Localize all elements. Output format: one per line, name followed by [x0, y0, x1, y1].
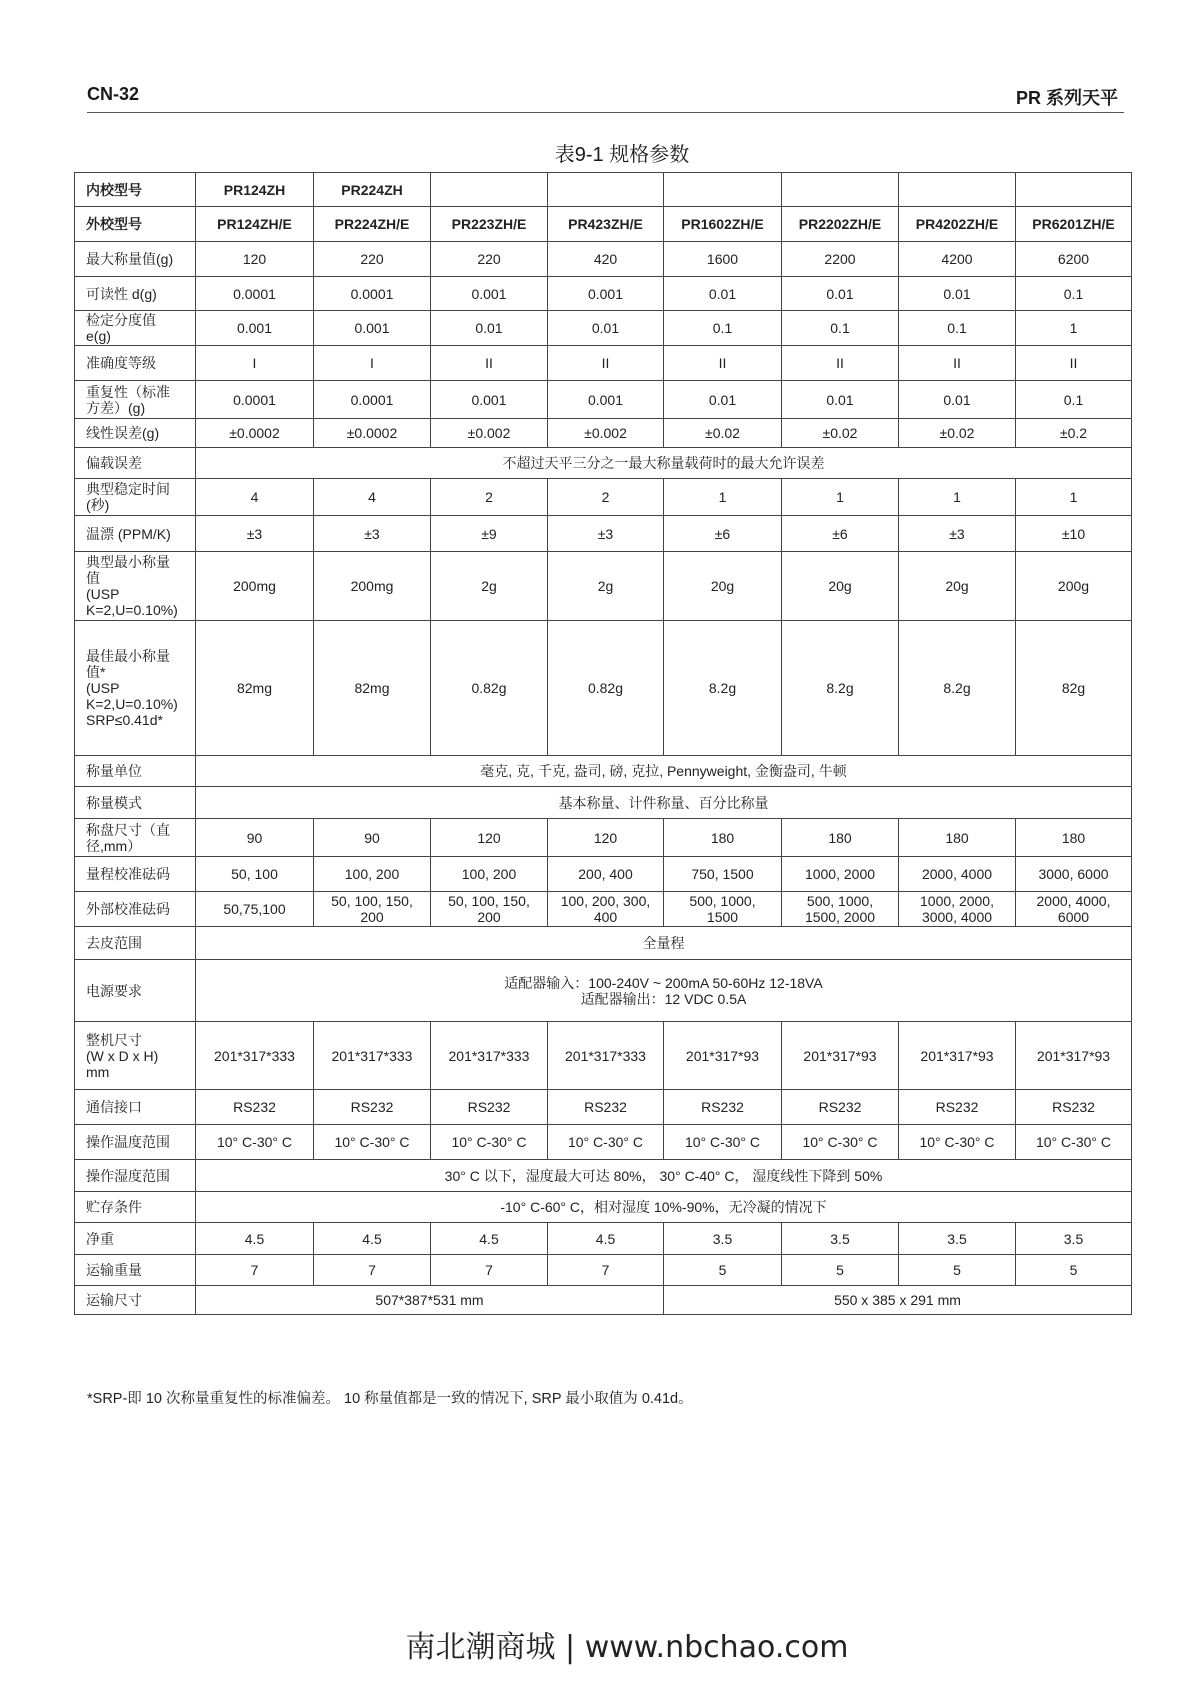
spec-cell: PR124ZH/E: [196, 207, 314, 242]
spec-row: [75, 242, 1132, 277]
spec-cell: [431, 173, 548, 207]
spec-cell: II: [548, 346, 664, 381]
spec-cell: 10° C-30° C: [196, 1125, 314, 1160]
spec-cell: 220: [314, 242, 431, 277]
spec-row: [75, 1192, 1132, 1223]
spec-cell: 10° C-30° C: [431, 1125, 548, 1160]
spec-cell: 1000, 2000, 3000, 4000: [899, 892, 1016, 927]
spec-cell: 50,75,100: [196, 892, 314, 927]
row-label: 操作湿度范围: [75, 1160, 196, 1192]
spec-cell: 500, 1000, 1500: [664, 892, 782, 927]
row-label: 重复性（标准 方差）(g): [75, 381, 196, 419]
spec-merged-cell: 基本称量、计件称量、百分比称量: [196, 787, 1132, 819]
spec-merged-cell: 全量程: [196, 927, 1132, 960]
spec-cell: PR2202ZH/E: [782, 207, 899, 242]
spec-cell: 0.82g: [548, 621, 664, 756]
spec-cell: 0.01: [664, 277, 782, 311]
row-label: 检定分度值 e(g): [75, 311, 196, 346]
spec-cell: 10° C-30° C: [899, 1125, 1016, 1160]
spec-cell: RS232: [431, 1090, 548, 1125]
spec-cell: 0.0001: [196, 277, 314, 311]
spec-cell: 5: [1016, 1255, 1132, 1286]
spec-cell: 2: [431, 479, 548, 516]
spec-cell: ±0.02: [664, 419, 782, 448]
spec-cell: 50, 100: [196, 857, 314, 892]
spec-cell: 500, 1000, 1500, 2000: [782, 892, 899, 927]
spec-cell: 201*317*93: [782, 1022, 899, 1090]
spec-row: [75, 892, 1132, 927]
spec-cell: 201*317*93: [1016, 1022, 1132, 1090]
spec-row: [75, 621, 1132, 756]
row-label: 通信接口: [75, 1090, 196, 1125]
spec-cell: RS232: [782, 1090, 899, 1125]
spec-merged-cell: -10° C-60° C，相对湿度 10%-90%，无冷凝的情况下: [196, 1192, 1132, 1223]
spec-cell: 0.001: [431, 381, 548, 419]
spec-cell: 2g: [548, 552, 664, 621]
spec-cell: 20g: [664, 552, 782, 621]
spec-cell: 180: [899, 819, 1016, 857]
spec-cell: PR1602ZH/E: [664, 207, 782, 242]
footnote: *SRP-即 10 次称量重复性的标准偏差。 10 称量值都是一致的情况下, SRP 最小取值为 0.41d。: [87, 1391, 693, 1407]
spec-cell: 3000, 6000: [1016, 857, 1132, 892]
row-label: 线性误差(g): [75, 419, 196, 448]
spec-cell: 50, 100, 150, 200: [431, 892, 548, 927]
spec-cell: II: [899, 346, 1016, 381]
row-label: 称盘尺寸（直 径,mm）: [75, 819, 196, 857]
spec-cell: 750, 1500: [664, 857, 782, 892]
spec-cell: PR423ZH/E: [548, 207, 664, 242]
spec-cell: 10° C-30° C: [664, 1125, 782, 1160]
spec-cell: ±0.0002: [196, 419, 314, 448]
spec-row: [75, 552, 1132, 621]
spec-cell: 201*317*333: [431, 1022, 548, 1090]
spec-cell: 0.0001: [196, 381, 314, 419]
spec-cell: 0.001: [314, 311, 431, 346]
spec-merged-cell: 30° C 以下，湿度最大可达 80%， 30° C-40° C， 湿度线性下降到 50%: [196, 1160, 1132, 1192]
spec-cell: RS232: [664, 1090, 782, 1125]
spec-cell: 10° C-30° C: [1016, 1125, 1132, 1160]
spec-cell: 0.01: [431, 311, 548, 346]
spec-cell: 4.5: [314, 1223, 431, 1255]
spec-cell: 8.2g: [899, 621, 1016, 756]
row-label: 去皮范围: [75, 927, 196, 960]
spec-row: [75, 207, 1132, 242]
spec-cell: 220: [431, 242, 548, 277]
row-label: 最大称量值(g): [75, 242, 196, 277]
spec-row: [75, 1160, 1132, 1192]
spec-cell: 5: [664, 1255, 782, 1286]
spec-cell: ±6: [782, 516, 899, 552]
spec-cell: 0.001: [548, 277, 664, 311]
spec-cell: 50, 100, 150, 200: [314, 892, 431, 927]
spec-cell: 120: [548, 819, 664, 857]
spec-cell: 0.001: [431, 277, 548, 311]
row-label: 称量单位: [75, 756, 196, 787]
spec-cell: 3.5: [899, 1223, 1016, 1255]
spec-cell: ±0.002: [431, 419, 548, 448]
spec-cell: 0.1: [899, 311, 1016, 346]
spec-half-cell: 507*387*531 mm: [196, 1286, 664, 1315]
spec-cell: 0.001: [196, 311, 314, 346]
row-label: 运输重量: [75, 1255, 196, 1286]
spec-cell: 3.5: [664, 1223, 782, 1255]
spec-cell: [664, 173, 782, 207]
spec-cell: 8.2g: [664, 621, 782, 756]
row-label: 可读性 d(g): [75, 277, 196, 311]
spec-cell: ±9: [431, 516, 548, 552]
row-label: 典型稳定时间 (秒): [75, 479, 196, 516]
spec-cell: ±10: [1016, 516, 1132, 552]
row-label: 操作温度范围: [75, 1125, 196, 1160]
spec-row: [75, 448, 1132, 479]
row-label: 贮存条件: [75, 1192, 196, 1223]
spec-cell: 2: [548, 479, 664, 516]
spec-cell: PR224ZH: [314, 173, 431, 207]
spec-cell: 90: [314, 819, 431, 857]
spec-cell: I: [314, 346, 431, 381]
spec-row: [75, 381, 1132, 419]
row-label: 运输尺寸: [75, 1286, 196, 1315]
spec-row: [75, 479, 1132, 516]
spec-cell: 0.0001: [314, 277, 431, 311]
spec-cell: PR4202ZH/E: [899, 207, 1016, 242]
spec-cell: 1: [1016, 479, 1132, 516]
spec-cell: 4: [196, 479, 314, 516]
row-label: 内校型号: [75, 173, 196, 207]
spec-cell: 201*317*333: [548, 1022, 664, 1090]
spec-cell: 120: [196, 242, 314, 277]
spec-cell: PR224ZH/E: [314, 207, 431, 242]
spec-cell: 201*317*93: [899, 1022, 1016, 1090]
spec-cell: 82mg: [196, 621, 314, 756]
spec-cell: ±0.002: [548, 419, 664, 448]
spec-cell: ±0.2: [1016, 419, 1132, 448]
spec-cell: 1000, 2000: [782, 857, 899, 892]
spec-merged-cell: 毫克, 克, 千克, 盎司, 磅, 克拉, Pennyweight, 金衡盎司, 牛顿: [196, 756, 1132, 787]
spec-cell: 2000, 4000: [899, 857, 1016, 892]
spec-cell: 1: [782, 479, 899, 516]
spec-row: [75, 857, 1132, 892]
spec-merged-cell: 适配器输入：100-240V ~ 200mA 50-60Hz 12-18VA 适配器输出：12 VDC 0.5A: [196, 960, 1132, 1022]
spec-cell: 2g: [431, 552, 548, 621]
spec-cell: 10° C-30° C: [548, 1125, 664, 1160]
spec-cell: 4: [314, 479, 431, 516]
spec-row: [75, 787, 1132, 819]
spec-cell: ±0.0002: [314, 419, 431, 448]
spec-row: [75, 1286, 1132, 1315]
spec-row: [75, 516, 1132, 552]
spec-table-body: [75, 173, 1132, 1315]
spec-row: [75, 1255, 1132, 1286]
spec-cell: [899, 173, 1016, 207]
spec-cell: PR223ZH/E: [431, 207, 548, 242]
spec-cell: 82mg: [314, 621, 431, 756]
spec-cell: ±0.02: [899, 419, 1016, 448]
spec-row: [75, 927, 1132, 960]
spec-cell: 200mg: [196, 552, 314, 621]
spec-cell: 200mg: [314, 552, 431, 621]
row-label: 最佳最小称量 值* (USP K=2,U=0.10%) SRP≤0.41d*: [75, 621, 196, 756]
spec-row: [75, 819, 1132, 857]
spec-row: [75, 960, 1132, 1022]
spec-cell: 0.01: [664, 381, 782, 419]
spec-row: [75, 756, 1132, 787]
spec-cell: 4200: [899, 242, 1016, 277]
spec-cell: RS232: [899, 1090, 1016, 1125]
spec-cell: 4.5: [548, 1223, 664, 1255]
row-label: 量程校准砝码: [75, 857, 196, 892]
spec-cell: II: [782, 346, 899, 381]
spec-cell: 180: [664, 819, 782, 857]
spec-cell: PR6201ZH/E: [1016, 207, 1132, 242]
spec-cell: 0.01: [899, 277, 1016, 311]
spec-row: [75, 1125, 1132, 1160]
spec-cell: ±3: [899, 516, 1016, 552]
row-label: 净重: [75, 1223, 196, 1255]
spec-cell: 200g: [1016, 552, 1132, 621]
spec-cell: II: [664, 346, 782, 381]
spec-cell: 100, 200: [431, 857, 548, 892]
spec-row: [75, 1223, 1132, 1255]
spec-cell: 0.82g: [431, 621, 548, 756]
spec-cell: II: [1016, 346, 1132, 381]
spec-cell: RS232: [196, 1090, 314, 1125]
spec-cell: PR124ZH: [196, 173, 314, 207]
spec-cell: 0.001: [548, 381, 664, 419]
spec-row: [75, 346, 1132, 381]
spec-cell: 10° C-30° C: [782, 1125, 899, 1160]
row-label: 整机尺寸 (W x D x H) mm: [75, 1022, 196, 1090]
spec-cell: 0.01: [899, 381, 1016, 419]
spec-cell: ±3: [314, 516, 431, 552]
spec-cell: 10° C-30° C: [314, 1125, 431, 1160]
spec-row: [75, 419, 1132, 448]
spec-row: [75, 1090, 1132, 1125]
spec-cell: 0.0001: [314, 381, 431, 419]
table-title: 表9-1 规格参数: [554, 144, 690, 166]
row-label: 称量模式: [75, 787, 196, 819]
spec-cell: 5: [899, 1255, 1016, 1286]
spec-cell: [782, 173, 899, 207]
spec-cell: 2200: [782, 242, 899, 277]
spec-cell: ±3: [196, 516, 314, 552]
spec-cell: 20g: [782, 552, 899, 621]
spec-half-cell: 550 x 385 x 291 mm: [664, 1286, 1132, 1315]
spec-cell: 0.1: [782, 311, 899, 346]
spec-cell: 5: [782, 1255, 899, 1286]
spec-cell: 7: [196, 1255, 314, 1286]
spec-cell: 0.01: [782, 277, 899, 311]
spec-cell: 1: [1016, 311, 1132, 346]
spec-row: [75, 173, 1132, 207]
spec-cell: 4.5: [196, 1223, 314, 1255]
spec-cell: 1: [664, 479, 782, 516]
spec-cell: ±0.02: [782, 419, 899, 448]
spec-cell: RS232: [548, 1090, 664, 1125]
spec-cell: 420: [548, 242, 664, 277]
spec-cell: 201*317*333: [314, 1022, 431, 1090]
row-label: 外部校准砝码: [75, 892, 196, 927]
spec-merged-cell: 不超过天平三分之一最大称量载荷时的最大允许误差: [196, 448, 1132, 479]
spec-cell: ±6: [664, 516, 782, 552]
spec-row: [75, 311, 1132, 346]
row-label: 外校型号: [75, 207, 196, 242]
spec-cell: 1: [899, 479, 1016, 516]
spec-cell: 7: [314, 1255, 431, 1286]
spec-cell: 0.01: [548, 311, 664, 346]
spec-cell: 200, 400: [548, 857, 664, 892]
spec-row: [75, 1022, 1132, 1090]
spec-cell: 82g: [1016, 621, 1132, 756]
row-label: 偏载误差: [75, 448, 196, 479]
spec-cell: 6200: [1016, 242, 1132, 277]
spec-cell: 8.2g: [782, 621, 899, 756]
spec-cell: 1600: [664, 242, 782, 277]
spec-table: [74, 172, 1132, 1315]
spec-cell: 201*317*93: [664, 1022, 782, 1090]
row-label: 温漂 (PPM/K): [75, 516, 196, 552]
site-footer: 南北潮商城 | www.nbchao.com: [405, 1630, 849, 1665]
spec-cell: 0.01: [782, 381, 899, 419]
spec-cell: 4.5: [431, 1223, 548, 1255]
spec-cell: 3.5: [782, 1223, 899, 1255]
spec-cell: 7: [431, 1255, 548, 1286]
spec-cell: II: [431, 346, 548, 381]
spec-cell: 7: [548, 1255, 664, 1286]
spec-cell: 201*317*333: [196, 1022, 314, 1090]
spec-cell: [1016, 173, 1132, 207]
spec-cell: 3.5: [1016, 1223, 1132, 1255]
spec-cell: ±3: [548, 516, 664, 552]
spec-cell: 180: [782, 819, 899, 857]
spec-cell: 100, 200: [314, 857, 431, 892]
page-code: CN-32: [87, 84, 140, 104]
spec-cell: 120: [431, 819, 548, 857]
spec-cell: 180: [1016, 819, 1132, 857]
series-name: PR 系列天平: [1015, 88, 1118, 108]
spec-cell: 90: [196, 819, 314, 857]
spec-cell: 0.1: [1016, 381, 1132, 419]
spec-cell: 0.1: [664, 311, 782, 346]
spec-cell: 100, 200, 300, 400: [548, 892, 664, 927]
spec-cell: RS232: [314, 1090, 431, 1125]
spec-cell: [548, 173, 664, 207]
spec-row: [75, 277, 1132, 311]
spec-cell: I: [196, 346, 314, 381]
header-rule: [87, 112, 1124, 113]
spec-cell: RS232: [1016, 1090, 1132, 1125]
spec-cell: 0.1: [1016, 277, 1132, 311]
spec-cell: 2000, 4000, 6000: [1016, 892, 1132, 927]
row-label: 典型最小称量 值 (USP K=2,U=0.10%): [75, 552, 196, 621]
row-label: 电源要求: [75, 960, 196, 1022]
spec-cell: 20g: [899, 552, 1016, 621]
row-label: 准确度等级: [75, 346, 196, 381]
